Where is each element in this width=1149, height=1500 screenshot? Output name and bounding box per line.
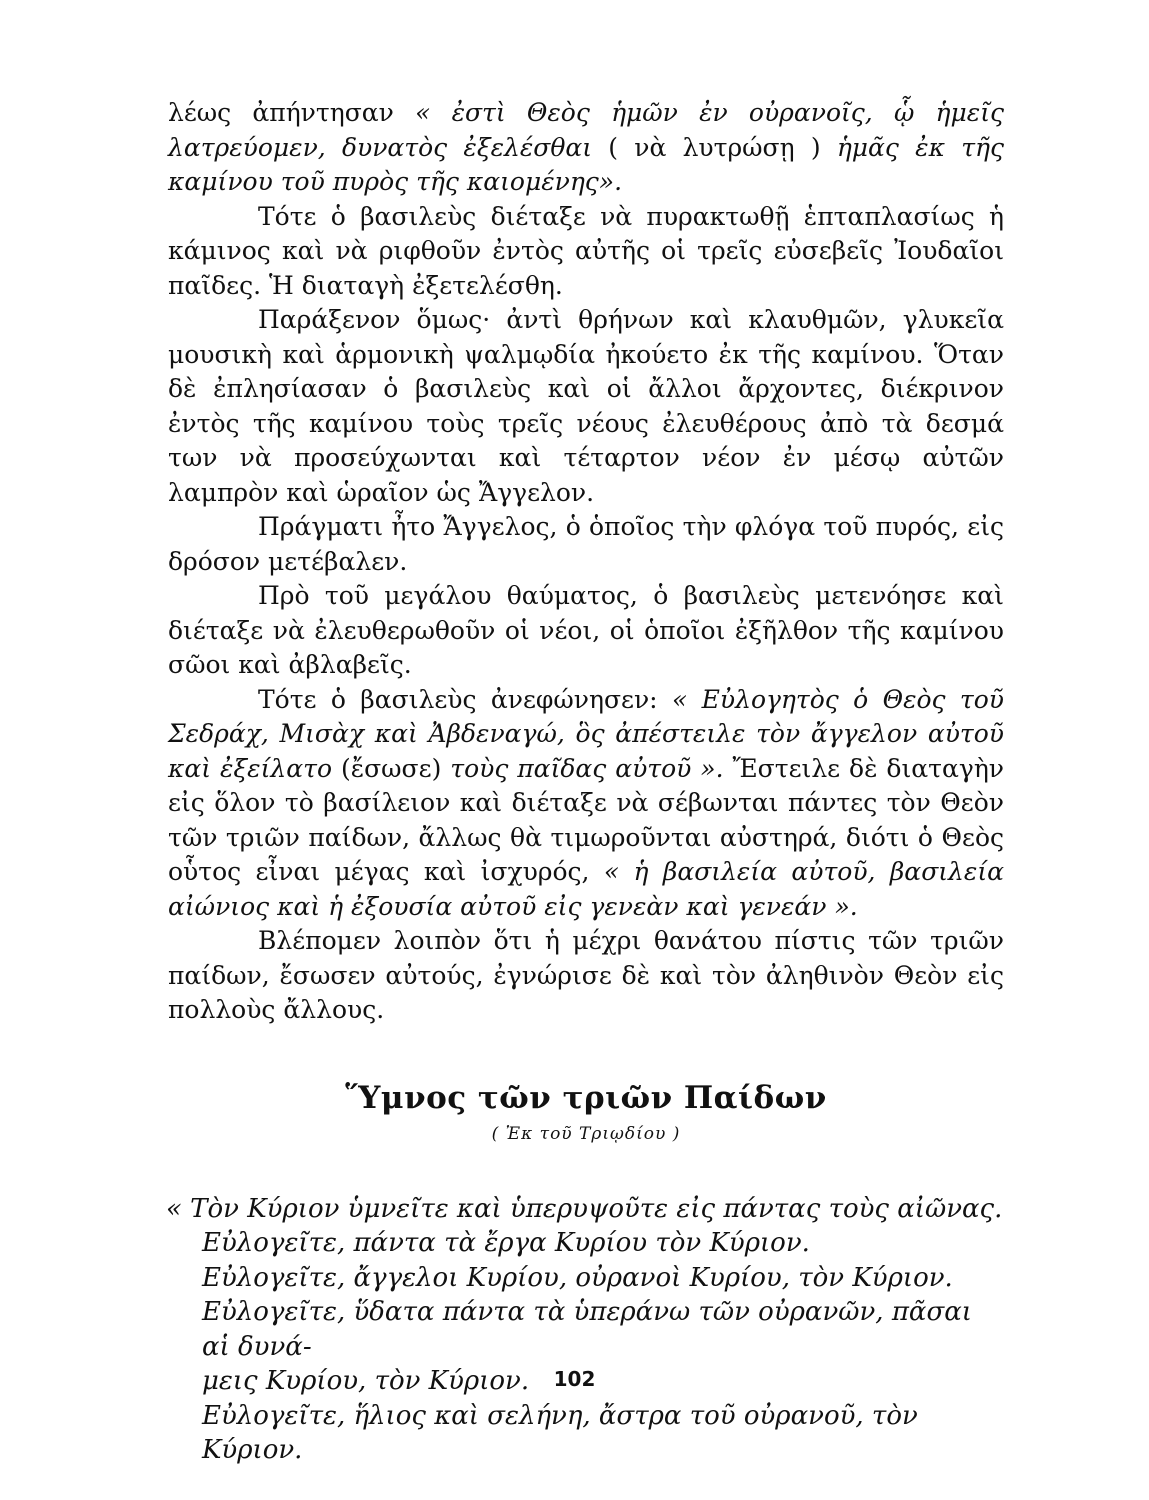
text-run: Πρὸ τοῦ μεγάλου θαύματος, ὁ βασιλεὺς μετενόησε καὶ διέταξε νὰ ἐλευθερωθοῦν οἱ νέοι, οἱ ὁποῖοι ἐξῆλθον τῆς καμίνου σῶοι καὶ ἀβλαβεῖς. [168, 581, 1004, 679]
text-run: Τότε ὁ βασιλεὺς διέταξε νὰ πυρακτωθῇ ἑπταπλασίως ἡ κάμινος καὶ νὰ ριφθοῦν ἐντὸς αὐτῆς οἱ τρεῖς εὐσεβεῖς Ἰουδαῖοι παῖδες. Ἡ διαταγὴ ἐξετελέσθη. [168, 201, 1004, 300]
hymn-line: μεις Κυρίου, τὸν Κύριον. [202, 1366, 530, 1396]
quoted-text: τοὺς παῖδας αὐτοῦ ». [450, 753, 724, 783]
hymn-line: Εὐλογεῖτε, πάντα τὰ ἔργα Κυρίου τὸν Κύριον. [202, 1228, 810, 1258]
hymn-line: « Τὸν Κύριον ὑμνεῖτε καὶ ὑπερυψοῦτε εἰς πάντας τοὺς αἰῶνας. [166, 1193, 1003, 1224]
quoted-text: « ἡ βασιλεία αὐτοῦ, βασιλεία αἰώνιος καὶ ἡ ἐξουσία αὐτοῦ εἰς γενεὰν καὶ γενεάν ». [168, 857, 1005, 921]
hymn-subtitle: ( Ἐκ τοῦ Τριῳδίου ) [491, 1123, 681, 1144]
hymn-title: Ὕμνος τῶν τριῶν Παίδων [345, 1079, 827, 1116]
page-number: 102 [553, 1367, 596, 1391]
hymn-line: Εὐλογεῖτε, ἥλιος καὶ σελήνη, ἄστρα τοῦ οὐρανοῦ, τὸν Κύριον. [202, 1400, 918, 1465]
text-run: Πράγματι ἦτο Ἄγγελος, ὁ ὁποῖος τὴν φλόγα τοῦ πυρός, εἰς δρόσον μετέβαλεν. [168, 512, 1004, 576]
text-run: ( νὰ λυτρώσῃ ) [608, 132, 837, 162]
text-run: Τότε ὁ βασιλεὺς ἀνεφώνησεν: [258, 684, 672, 714]
hymn-line: Εὐλογεῖτε, ὕδατα πάντα τὰ ὑπεράνω τῶν οὐρανῶν, πᾶσαι αἱ δυνά- [202, 1297, 972, 1362]
paragraph [168, 510, 1004, 579]
quoted-text: ἡμᾶς ἐκ τῆς καμίνου τοῦ πυρὸς τῆς καιομένης». [168, 132, 1005, 196]
text-run: Ἔστειλε δὲ διαταγὴν εἰς ὅλον τὸ βασίλειον καὶ διέταξε νὰ σέβωνται πάντες τὸν Θεὸν τῶν τριῶν παίδων, ἄλλως θὰ τιμωροῦνται αὐστηρά, διότι ὁ Θεὸς οὗτος εἶναι μέγας καὶ ἰσχυρός, [168, 753, 1004, 886]
paragraph [168, 924, 1004, 1028]
quoted-text: « Εὐλογητὸς ὁ Θεὸς τοῦ Σεδράχ, Μισὰχ καὶ Ἀβδεναγώ, ὃς ἀπέστειλε τὸν ἄγγελον αὐτοῦ καὶ ἐξείλατο [168, 684, 1005, 783]
text-run: Βλέπομεν λοιπὸν ὅτι ἡ μέχρι θανάτου πίστις τῶν τριῶν παίδων, ἔσωσεν αὐτούς, ἐγνώρισε δὲ καὶ τὸν ἀληθινὸν Θεὸν εἰς πολλοὺς ἄλλους. [168, 926, 1004, 1024]
hymn-verses [168, 1192, 1004, 1468]
paragraph [168, 303, 1004, 510]
paragraph [168, 683, 1004, 925]
quoted-text: « ἐστὶ Θεὸς ἡμῶν ἐν οὐρανοῖς, ᾧ ἡμεῖς λατρεύομεν, δυνατὸς ἐξελέσθαι [168, 98, 1004, 162]
paragraph [168, 96, 1004, 200]
paragraph [168, 579, 1004, 683]
text-run: λέως ἀπήντησαν [168, 98, 416, 127]
hymn-line: Εὐλογεῖτε, ἄγγελοι Κυρίου, οὐρανοὶ Κυρίου, τὸν Κύριον. [202, 1262, 953, 1293]
body-text [168, 96, 1004, 1028]
text-run: (ἔσωσε) [340, 753, 451, 783]
text-run: Παράξενον ὅμως· ἀντὶ θρήνων καὶ κλαυθμῶν, γλυκεῖα μουσικὴ καὶ ἁρμονικὴ ψαλμῳδία ἠκούετο ἐκ τῆς καμίνου. Ὅταν δὲ ἐπλησίασαν ὁ βασιλεὺς καὶ οἱ ἄλλοι ἄρχοντες, διέκρινον ἐντὸς τῆς καμίνου τοὺς τρεῖς νέους ἐλευθέρους ἀπὸ τὰ δεσμά των νὰ προσεύχωνται καὶ τέταρτον νέον ἐν μέσῳ αὐτῶν λαμπρὸν καὶ ὡραῖον ὡς Ἄγγελον. [168, 305, 1004, 507]
paragraph [168, 200, 1004, 304]
